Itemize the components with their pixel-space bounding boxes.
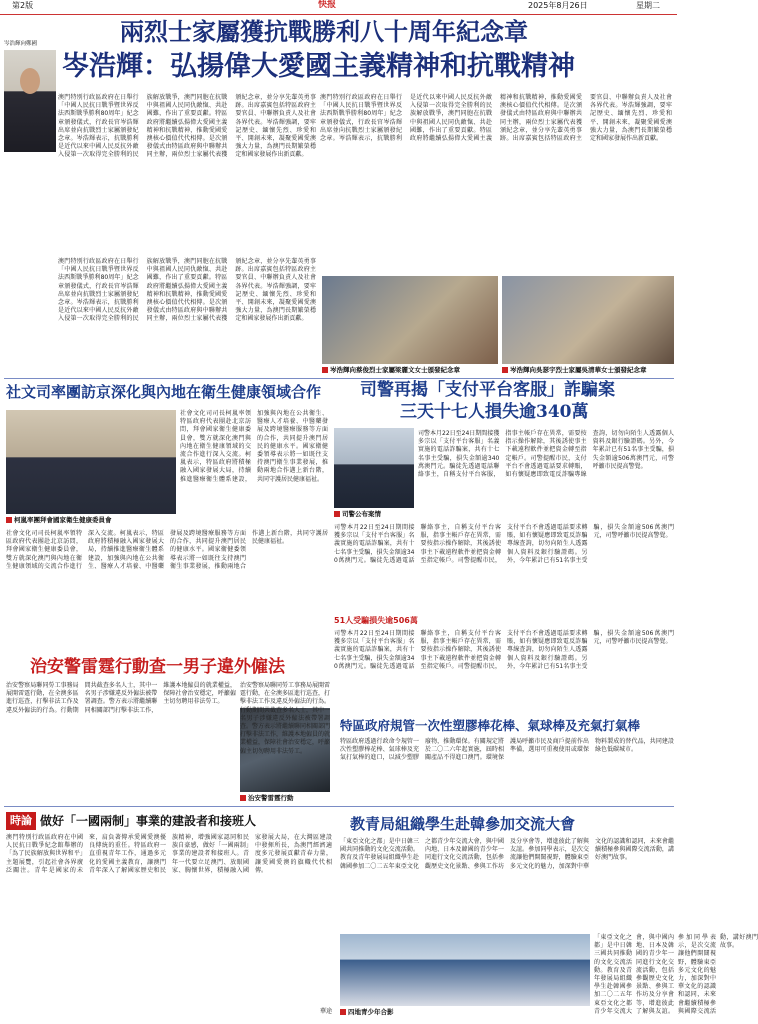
newspaper-logo: 快报 — [318, 0, 337, 10]
health-body-side: 社會文化司司長柯嵐率領特區政府代表團赴北京訪問，拜會國家衛生健康委員會，雙方就深化澳門與內地在衛生健康領域的交流合作進行深入交流。柯嵐表示，特區政府將積極融入國家發展大局，持續推進醫療衛生體系建設，加強與內地在公共衛生、醫療人才培養、中醫藥發展及跨境醫療服務等方面的合作，共同提升澳門居民的健康水平。國家衛健委領導表示將一如既往支持澳門衛生事業發展，推動兩地合作邁上新台階，共同守護居民健康福祉。 — [180, 410, 328, 483]
lead-headline: 兩烈士家屬獲抗戰勝利八十周年紀念章 — [120, 17, 528, 46]
police-raid-body-side: 治安警察局聯同勞工事務局展開雷霆行動，在全澳多區進行巡查，打擊非法工作及違反外僱法的行為。行動期間共截查多名人士，其中一名男子涉嫌違反外僱法被帶署調查。警方表示將繼續聯同相關部門打擊非法工作，維護本地僱員的就業權益，保障社會治安穩定，呼籲僱主切勿聘用非法勞工。 — [240, 682, 331, 755]
portrait-photo — [4, 50, 56, 152]
fraud-body-top: 司警本月22日至24日期間接獲多宗以「支付平台客服」名義實施的電話詐騙案，共有十七名事主受騙，損失金額逾340萬澳門元。騙徒先透過電話聯絡事主，自稱支付平台客服，指事主帳戶存在異常，需要按指示操作解除，其後誘使事主下載遠程軟件並把資金轉至指定帳戶。司警提醒市民，支付平台不會透過電話要求轉賬，如有懷疑應即致電反詐騙專線查詢，切勿向陌生人透露個人資料及銀行驗證碼。另外，今年累計已有51名事主受騙，損失金額逾506萬澳門元，司警呼籲市民提高警覺。 — [418, 430, 674, 479]
caption-marker-icon — [322, 367, 328, 373]
caption-marker-icon — [502, 367, 508, 373]
raid-caption — [240, 794, 330, 803]
section-divider — [4, 806, 674, 807]
column-label: 時論 — [6, 812, 36, 830]
lead-body-continued: 澳門特別行政區政府在日舉行「中國人民抗日戰爭暨世界反法西斯戰爭勝利80周年」紀念章頒發儀式，行政長官岑浩輝出席並向抗戰烈士家屬頒發紀念章。岑浩輝表示，抗戰勝利是近代以來中國人民反抗外敵入侵第一次取得完全勝利的民族解放戰爭，澳門同胞在抗戰中與祖國人民同仇敵愾、共赴國難，作出了重要貢獻。特區政府將繼續弘揚偉大愛國主義精神和抗戰精神，推動愛國愛澳核心價值代代相傳。是次頒發儀式由特區政府與中聯辦共同主辦，兩位烈士家屬代表獲頒紀念章，並分享先輩英勇事跡。出席嘉賓包括特區政府主要官員、中聯辦負責人及社會各界代表。岑浩輝強調，要牢記歷史、緬懷先烈、珍愛和平、開創未來，凝聚愛國愛澳強大力量，為澳門長期繁榮穩定和國家發展作出新貢獻。 — [320, 94, 672, 143]
column-body: 澳門特別行政區政府在中國人民抗日戰爭紀念館舉辦的「為了民族解放與世界和平」主題展覽，引起社會各界廣泛關注。青年是國家的未來，肩負著傳承愛國愛澳優良傳統的重任。特區政府一直重視青年工作，通過多元化的愛國主義教育，讓澳門青年深入了解國家歷史和民族精神，增強國家認同和民族自豪感，做好「一國兩制」事業的建設者和接班人。青年一代要立足澳門、放眼國家、胸懷世界，積極融入國家發展大局，在大灣區建設中發揮所長，為澳門經濟適度多元發展貢獻青春力量，讓愛國愛澳的旗幟代代相傳。 — [6, 834, 332, 874]
lead-body-lower: 澳門特別行政區政府在日舉行「中國人民抗日戰爭暨世界反法西斯戰爭勝利80周年」紀念章頒發儀式，行政長官岑浩輝出席並向抗戰烈士家屬頒發紀念章。岑浩輝表示，抗戰勝利是近代以來中國人民反抗外敵入侵第一次取得完全勝利的民族解放戰爭，澳門同胞在抗戰中與祖國人民同仇敵愾、共赴國難，作出了重要貢獻。特區政府將繼續弘揚偉大愛國主義精神和抗戰精神，推動愛國愛澳核心價值代代相傳。是次頒發儀式由特區政府與中聯辦共同主辦，兩位烈士家屬代表獲頒紀念章，並分享先輩英勇事跡。出席嘉賓包括特區政府主要官員、中聯辦負責人及社會各界代表。岑浩輝強調，要牢記歷史、緬懷先烈、珍愛和平、開創未來，凝聚愛國愛澳強大力量，為澳門長期繁榮穩定和國家發展作出新貢獻。 — [58, 258, 316, 323]
award-caption-2-text: 岑浩輝向吳瑟宇烈士家屬吳清華女士頒發紀念章 — [510, 366, 647, 374]
plastic-headline: 特區政府規管一次性塑膠棒花棒、氣球棒及充氣打氣棒 — [340, 718, 641, 733]
delegation-photo — [6, 410, 176, 514]
exchange-body-side: 「東亞文化之都」是中日韓三國共同推動的文化交流活動。教育及青年發展局組織學生赴韓國參加二〇二五年東亞文化之都青少年交流大會，與中國內地、日本及韓國的青少年一同進行文化交流活動，包括參觀歷史文化景點、參與工作坊及分享會等，增進彼此了解與友誼。參加同學表示，是次交流讓他們開闊視野，體驗東亞多元文化的魅力，加深對中華文化的認識和認同，未來會繼續積極參與國際交流活動，講好澳門故事。 — [594, 934, 758, 1015]
caption-marker-icon — [240, 795, 246, 801]
column-author: 華途 — [319, 1008, 332, 1015]
issue-date: 2025年8月26日 — [528, 1, 588, 10]
raid-caption-text: 治安警雷霆行動 — [248, 794, 294, 802]
award-photo-2 — [502, 276, 674, 364]
caption-marker-icon — [334, 511, 340, 517]
group-photo — [340, 934, 590, 1006]
police-raid-body: 治安警察局聯同勞工事務局展開雷霆行動，在全澳多區進行巡查，打擊非法工作及違反外僱法的行為。行動期間共截查多名人士，其中一名男子涉嫌違反外僱法被帶署調查。警方表示將繼續聯同相關部門打擊非法工作，維護本地僱員的就業權益，保障社會治安穩定，呼籲僱主切勿聘用非法勞工。 — [6, 682, 236, 714]
group-photo-caption-text: 四地青少年合影 — [348, 1008, 394, 1016]
health-body: 社會文化司司長柯嵐率領特區政府代表團赴北京訪問，拜會國家衛生健康委員會，雙方就深化澳門與內地在衛生健康領域的交流合作進行深入交流。柯嵐表示，特區政府將積極融入國家發展大局，持續推進醫療衛生體系建設，加強與內地在公共衛生、醫療人才培養、中醫藥發展及跨境醫療服務等方面的合作，共同提升澳門居民的健康水平。國家衛健委領導表示將一如既往支持澳門衛生事業發展，推動兩地合作邁上新台階，共同守護居民健康福祉。 — [6, 530, 328, 570]
lead-body: 澳門特別行政區政府在日舉行「中國人民抗日戰爭暨世界反法西斯戰爭勝利80周年」紀念章頒發儀式，行政長官岑浩輝出席並向抗戰烈士家屬頒發紀念章。岑浩輝表示，抗戰勝利是近代以來中國人民反抗外敵入侵第一次取得完全勝利的民族解放戰爭，澳門同胞在抗戰中與祖國人民同仇敵愾、共赴國難，作出了重要貢獻。特區政府將繼續弘揚偉大愛國主義精神和抗戰精神，推動愛國愛澳核心價值代代相傳。是次頒發儀式由特區政府與中聯辦共同主辦，兩位烈士家屬代表獲頒紀念章，並分享先輩英勇事跡。出席嘉賓包括特區政府主要官員、中聯辦負責人及社會各界代表。岑浩輝強調，要牢記歷史、緬懷先烈、珍愛和平、開創未來，凝聚愛國愛澳強大力量，為澳門長期繁榮穩定和國家發展作出新貢獻。 — [58, 94, 316, 159]
police-inset-caption-text: 司警公布案情 — [342, 510, 381, 518]
column-headline: 做好「一國兩制」事業的建設者和接班人 — [40, 814, 257, 828]
award-caption-2 — [502, 366, 674, 375]
caption-marker-icon — [340, 1009, 346, 1015]
delegation-caption — [6, 516, 176, 525]
health-cooperation-headline: 社文司率團訪京深化與內地在衛生健康領域合作 — [6, 383, 322, 401]
weekday: 星期二 — [636, 1, 660, 10]
police-inset-caption — [334, 510, 414, 519]
police-inset-photo — [334, 428, 414, 508]
award-photo-1 — [322, 276, 498, 364]
page-number: 第2版 — [12, 1, 34, 10]
plastic-body: 特區政府透過行政命令規管一次性塑膠棒花棒、氣球棒及充氣打氣棒的進口，以減少塑膠廢物，推動環保。有關規定將於二〇二六年起實施，屆時相關產品不得進口澳門。環境保護局呼籲市民及商戶提前作出準備，選用可重複使用或環保物料製成的替代品，共同建設綠色低碳城市。 — [340, 738, 674, 762]
face-shape — [20, 68, 40, 94]
section-divider — [4, 378, 674, 379]
exchange-headline: 教青局組織學生赴韓參加交流大會 — [350, 815, 576, 833]
delegation-caption-text: 柯嵐率團拜會國家衛生健康委員會 — [14, 516, 112, 524]
fraud-body: 司警本月22日至24日期間接獲多宗以「支付平台客服」名義實施的電話詐騙案，共有十七名事主受騙，損失金額逾340萬澳門元。騙徒先透過電話聯絡事主，自稱支付平台客服，指事主帳戶存在異常，需要按指示操作解除，其後誘使事主下載遠程軟件並把資金轉至指定帳戶。司警提醒市民，支付平台不會透過電話要求轉賬，如有懷疑應即致電反詐騙專線查詢，切勿向陌生人透露個人資料及銀行驗證碼。另外，今年累計已有51名事主受騙，損失金額逾506萬澳門元，司警呼籲市民提高警覺。 — [334, 524, 674, 564]
group-photo-caption — [340, 1008, 590, 1017]
fraud-subhead: 51人受騙損失逾506萬 — [334, 616, 418, 625]
portrait-caption: 岑浩輝向鄭國 — [4, 41, 38, 47]
caption-marker-icon — [6, 517, 12, 523]
fraud-subheadline: 三天十七人損失逾340萬 — [400, 402, 589, 422]
police-raid-headline: 治安警雷霆行動查一男子違外僱法 — [30, 657, 285, 677]
fraud-headline: 司警再揭「支付平台客服」詐騙案 — [360, 380, 615, 400]
fraud-body-lower: 司警本月22日至24日期間接獲多宗以「支付平台客服」名義實施的電話詐騙案，共有十七名事主受騙，損失金額逾340萬澳門元。騙徒先透過電話聯絡事主，自稱支付平台客服，指事主帳戶存在異常，需要按指示操作解除，其後誘使事主下載遠程軟件並把資金轉至指定帳戶。司警提醒市民，支付平台不會透過電話要求轉賬，如有懷疑應即致電反詐騙專線查詢，切勿向陌生人透露個人資料及銀行驗證碼。另外，今年累計已有51名事主受騙，損失金額逾506萬澳門元，司警呼籲市民提高警覺。 — [334, 630, 674, 670]
award-caption-1 — [322, 366, 498, 375]
masthead — [0, 0, 677, 15]
exchange-body: 「東亞文化之都」是中日韓三國共同推動的文化交流活動。教育及青年發展局組織學生赴韓國參加二〇二五年東亞文化之都青少年交流大會，與中國內地、日本及韓國的青少年一同進行文化交流活動，包括參觀歷史文化景點、參與工作坊及分享會等，增進彼此了解與友誼。參加同學表示，是次交流讓他們開闊視野，體驗東亞多元文化的魅力，加深對中華文化的認識和認同，未來會繼續積極參與國際交流活動，講好澳門故事。 — [340, 838, 674, 870]
lead-subheadline: 岑浩輝：弘揚偉大愛國主義精神和抗戰精神 — [62, 51, 575, 82]
award-caption-1-text: 岑浩輝向蔡俊烈士家屬梁麗文女士頒發紀念章 — [330, 366, 460, 374]
